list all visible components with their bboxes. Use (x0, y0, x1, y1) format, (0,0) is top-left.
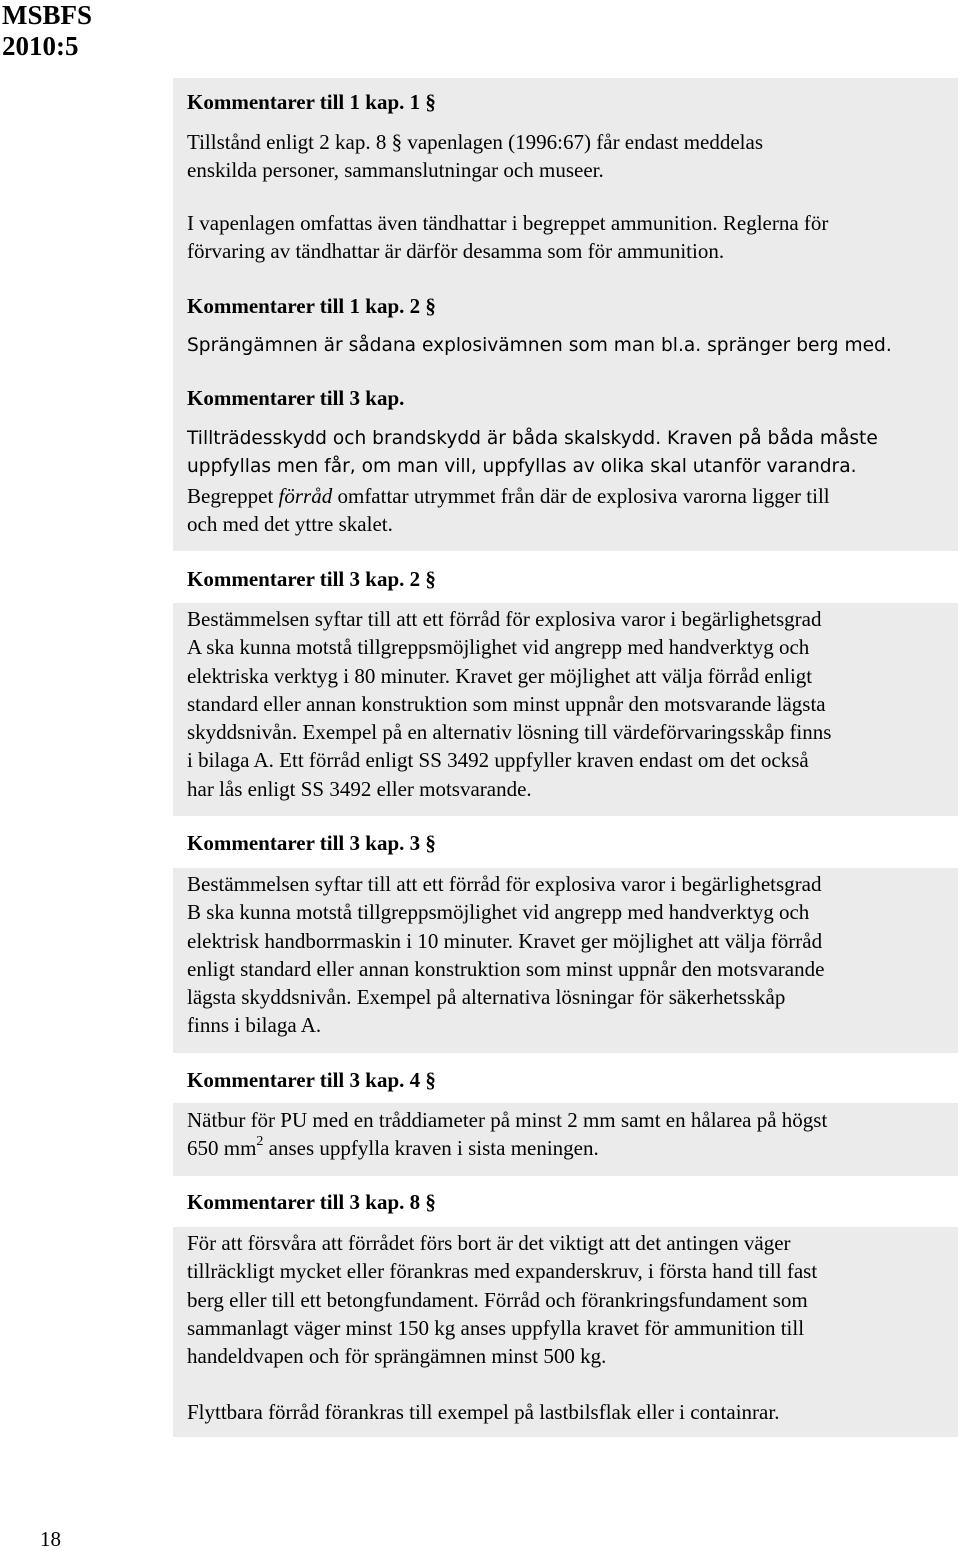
paragraph: Bestämmelsen syftar till att ett förråd för explosiva varor i begärlighetsgrad A ska kunna motstå tillgreppsmöjlighet vid angrepp med handverktyg och elektriska verktyg i 80 minuter. Kravet ger möjlighet att välja förråd enligt standard eller annan konstruktion som minst uppnår den motsvarande lägsta skyddsnivån. Exempel på en alternativ lösning till värdeförvaringsskåp finns i bilaga A. Ett förråd enligt SS 3492 uppfyller kraven endast om det också har lås enligt SS 3492 eller motsvarande. (187, 607, 832, 801)
paragraph: Sprängämnen är sådana explosivämnen som man bl.a. spränger berg med. (187, 335, 892, 356)
paragraph: För att försvåra att förrådet förs bort är det viktigt att det antingen väger tillräckligt mycket eller förankras med expanderskruv, i första hand till fast berg eller till ett betongfundament. Förråd och förankringsfundament som sammanlagt väger minst 150 kg anses uppfylla kravet för ammunition till handeldvapen och för sprängämnen minst 500 kg. (187, 1231, 818, 1369)
section-heading-3-kap-8: Kommentarer till 3 kap. 8 § (187, 1190, 436, 1214)
document-id (2, 0, 92, 62)
section-heading-3-kap-4: Kommentarer till 3 kap. 4 § (187, 1068, 436, 1092)
section-heading-1-kap-2: Kommentarer till 1 kap. 2 § (187, 294, 436, 318)
emphasized-term: förråd (278, 483, 333, 508)
section-heading-3-kap-2: Kommentarer till 3 kap. 2 § (187, 567, 436, 591)
section-heading-3-kap: Kommentarer till 3 kap. (187, 386, 405, 410)
paragraph: Nätbur för PU med en tråddiameter på minst 2 mm samt en hålarea på högst 650 $mm^2$ anses uppfylla kraven i sista meningen. (187, 1108, 828, 1161)
paragraph: Tillträdesskydd och brandskydd är båda skalskydd. Kraven på båda måste uppfyllas men får, om man vill, uppfyllas av olika skal utanför varandra. Begreppet förråd omfattar utrymmet från där de explosiva varorna ligger till och med det yttre skalet. (187, 428, 878, 536)
document-id-line1: MSBFS (2, 0, 93, 30)
page-number: 18 (40, 1527, 61, 1551)
superscript: 2 (256, 1134, 264, 1150)
paragraph: Bestämmelsen syftar till att ett förråd för explosiva varor i begärlighetsgrad B ska kunna motstå tillgreppsmöjlighet vid angrepp med handverktyg och elektrisk handborrmaskin i 10 minuter. Kravet ger möjlighet att välja förråd enligt standard eller annan konstruktion som minst uppnår den motsvarande lägsta skyddsnivån. Exempel på alternativa lösningar för säkerhetsskåp finns i bilaga A. (187, 872, 825, 1038)
document-id-line2: 2010:5 (2, 31, 79, 61)
section-heading-3-kap-3: Kommentarer till 3 kap. 3 § (187, 831, 436, 855)
paragraph: Flyttbara förråd förankras till exempel på lastbilsflak eller i containrar. (187, 1400, 780, 1424)
section-heading-1-kap-1: Kommentarer till 1 kap. 1 § (187, 90, 436, 114)
paragraph: I vapenlagen omfattas även tändhattar i begreppet ammunition. Reglerna för förvaring av tändhattar är därför desamma som för ammunition. (187, 211, 829, 264)
paragraph: Tillstånd enligt 2 kap. 8 § vapenlagen (1996:67) får endast meddelas enskilda personer, sammanslutningar och museer. (187, 130, 764, 183)
